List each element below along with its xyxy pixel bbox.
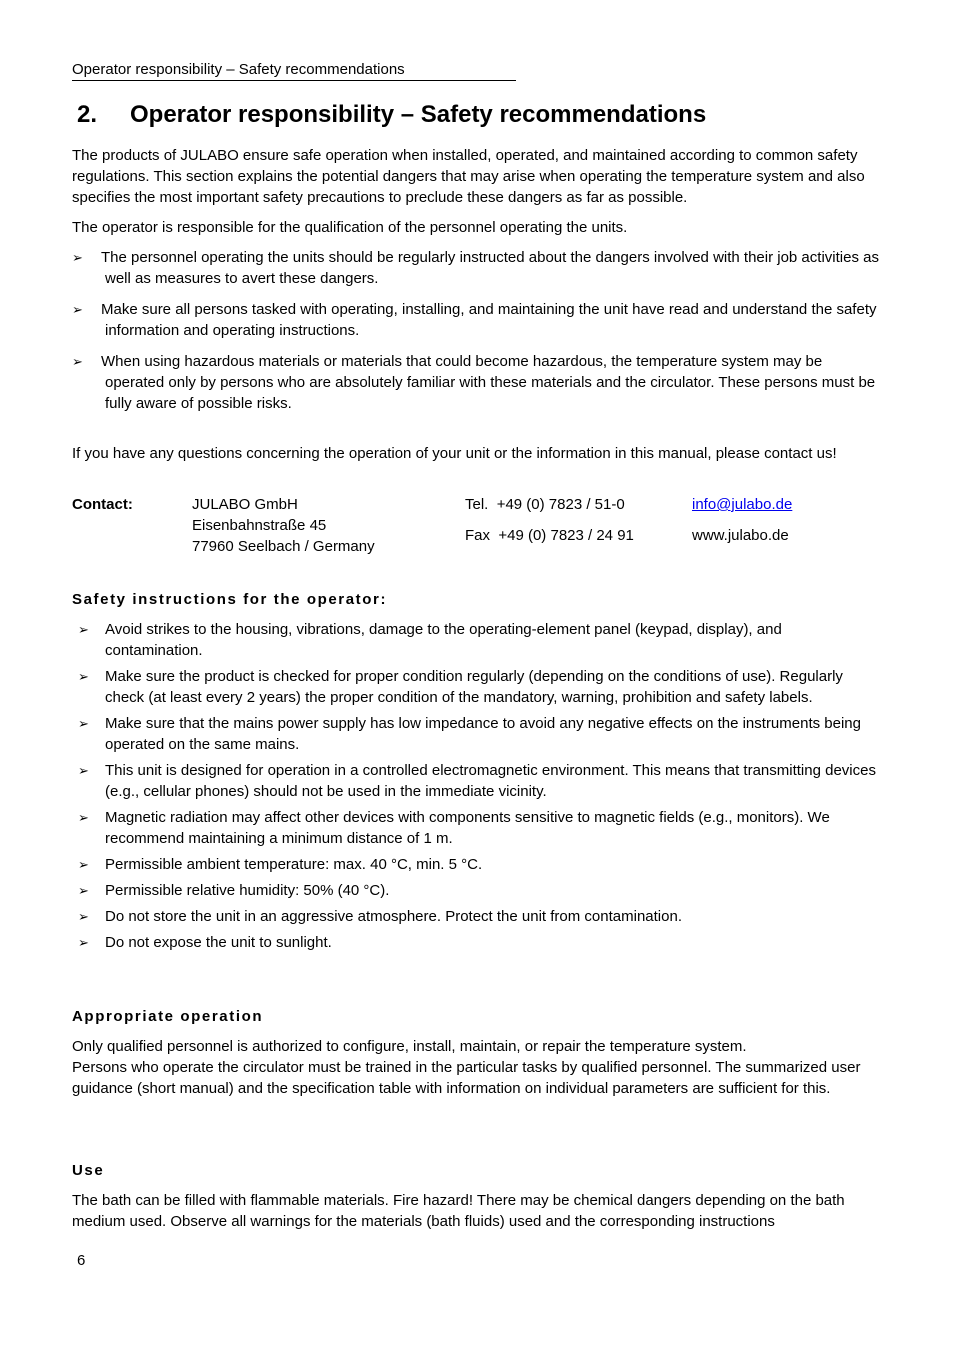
- chapter-title-text: Operator responsibility – Safety recommendations: [130, 101, 707, 128]
- company-name: JULABO GmbH: [192, 496, 298, 513]
- email-link[interactable]: info@julabo.de: [692, 496, 793, 513]
- personnel-bullet-list: [72, 247, 882, 414]
- arrowhead-bullet-icon: ➢: [78, 857, 89, 872]
- phone-line: [465, 494, 625, 515]
- safety-instructions-heading: Safety instructions for the operator:: [72, 591, 388, 608]
- arrowhead-bullet-icon: ➢: [78, 622, 89, 637]
- arrowhead-bullet-icon: ➢: [72, 250, 83, 265]
- website-text: www.julabo.de: [692, 527, 789, 544]
- fax-label: Fax: [465, 527, 491, 544]
- safety-bullet-list: [72, 619, 882, 953]
- list-item: ➢ When using hazardous materials or materials that could become hazardous, the temperature system may be operated only by persons who are absolutely familiar with these materials and the circulator. These persons must be fully aware of possible risks.: [72, 353, 876, 412]
- training-paragraph: Persons who operate the circulator must be trained in the particular tasks by qualified personnel. The summarized user guidance (short manual) and the specification table with information on individual parameters are sufficient for this.: [72, 1059, 861, 1097]
- list-item: ➢ Make sure that the mains power supply has low impedance to avoid any negative effects on the instruments being operated on the same mains.: [78, 715, 861, 753]
- arrowhead-bullet-icon: ➢: [78, 763, 89, 778]
- operator-responsibility-paragraph: The operator is responsible for the qualification of the personnel operating the units.: [72, 219, 628, 236]
- tel-number: +49 (0) 7823 / 51-0: [496, 496, 625, 513]
- qualified-personnel-line: Only qualified personnel is authorized to configure, install, maintain, or repair the temperature system.: [72, 1038, 747, 1055]
- street-address: Eisenbahnstraße 45: [192, 517, 327, 534]
- chapter-title: [77, 100, 706, 130]
- list-item: ➢ Magnetic radiation may affect other devices with components sensitive to magnetic fields (e.g., monitors). We recommend maintaining a minimum distance of 1 m.: [78, 809, 830, 847]
- appropriate-operation-text: [72, 1036, 882, 1099]
- intro-paragraph: The products of JULABO ensure safe operation when installed, operated, and maintained according to common safety regulations. This section explains the potential dangers that may arise when operating the temperature system and also specifies the most important safety precautions to preclude these dangers as far as possible.: [72, 147, 865, 206]
- list-item: ➢ Do not store the unit in an aggressive atmosphere. Protect the unit from contamination.: [78, 908, 682, 925]
- running-header: Operator responsibility – Safety recommendations: [72, 60, 516, 81]
- tel-label: Tel.: [465, 496, 489, 513]
- arrowhead-bullet-icon: ➢: [78, 909, 89, 924]
- arrowhead-bullet-icon: ➢: [78, 716, 89, 731]
- list-item: ➢ The personnel operating the units should be regularly instructed about the dangers involved with their job activities as well as measures to avert these dangers.: [72, 249, 879, 287]
- fax-line: [465, 525, 634, 546]
- city-address: 77960 Seelbach / Germany: [192, 538, 375, 555]
- contact-address: [192, 494, 375, 557]
- fax-number: +49 (0) 7823 / 24 91: [498, 527, 634, 544]
- contact-label: Contact:: [72, 496, 133, 513]
- list-item: ➢ This unit is designed for operation in a controlled electromagnetic environment. This means that transmitting devices (e.g., cellular phones) should not be used in the immediate vicinity.: [78, 762, 876, 800]
- list-item: ➢ Permissible ambient temperature: max. 40 °C, min. 5 °C.: [78, 856, 483, 873]
- list-item: ➢ Permissible relative humidity: 50% (40 °C).: [78, 882, 390, 899]
- list-item: ➢ Do not expose the unit to sunlight.: [78, 934, 332, 951]
- arrowhead-bullet-icon: ➢: [78, 669, 89, 684]
- arrowhead-bullet-icon: ➢: [72, 354, 83, 369]
- use-heading: Use: [72, 1162, 105, 1179]
- arrowhead-bullet-icon: ➢: [72, 302, 83, 317]
- questions-paragraph: If you have any questions concerning the operation of your unit or the information in this manual, please contact us!: [72, 445, 837, 462]
- list-item: ➢ Avoid strikes to the housing, vibrations, damage to the operating-element panel (keypad, display), and contamination.: [78, 621, 782, 659]
- list-item: ➢ Make sure all persons tasked with operating, installing, and maintaining the unit have read and understand the safety information and operating instructions.: [72, 301, 877, 339]
- appropriate-operation-heading: Appropriate operation: [72, 1008, 264, 1025]
- arrowhead-bullet-icon: ➢: [78, 935, 89, 950]
- chapter-number: 2.: [77, 101, 98, 128]
- page-number: 6: [77, 1252, 86, 1269]
- list-item: ➢ Make sure the product is checked for proper condition regularly (depending on the conditions of use). Regularly check (at least every 2 years) the proper condition of the mandatory, warning, prohibition and safety labels.: [78, 668, 843, 706]
- arrowhead-bullet-icon: ➢: [78, 883, 89, 898]
- use-paragraph: The bath can be filled with flammable materials. Fire hazard! There may be chemical dangers depending on the bath medium used. Observe all warnings for the materials (bath fluids) used and the corresponding instructions: [72, 1192, 845, 1230]
- arrowhead-bullet-icon: ➢: [78, 810, 89, 825]
